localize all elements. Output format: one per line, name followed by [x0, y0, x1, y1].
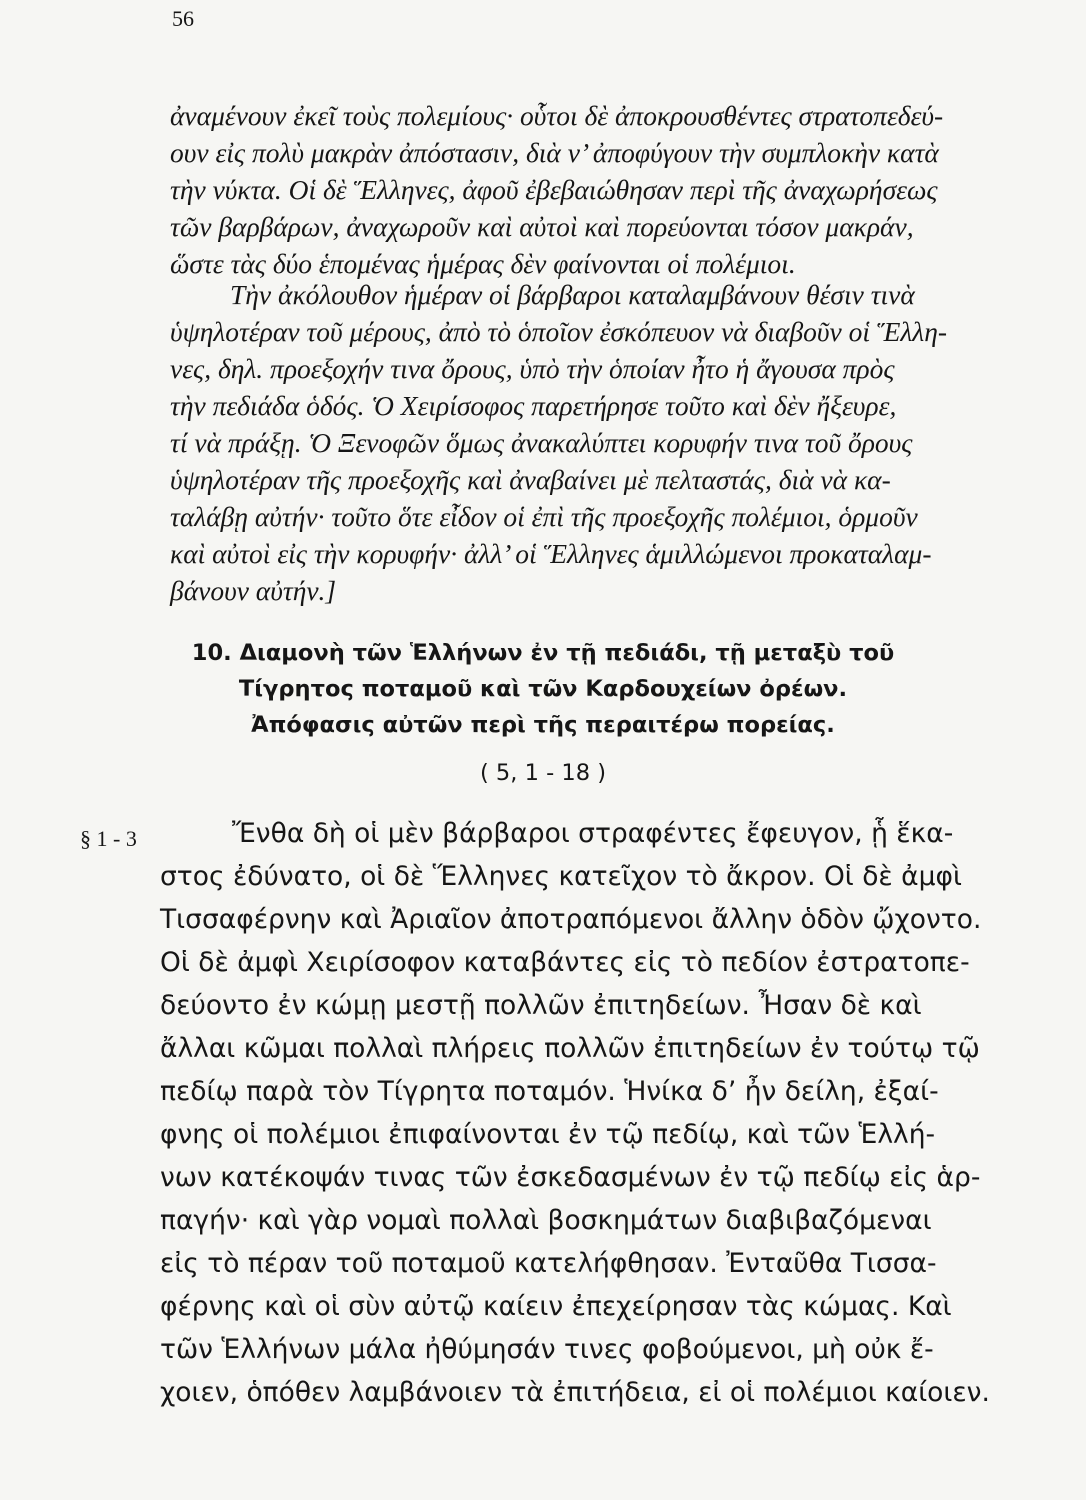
body-line: παγήν· καὶ γὰρ νομαὶ πολλαὶ βοσκημάτων διαβιβαζόμεναι [160, 1205, 932, 1236]
summary-line: ὥστε τὰς δύο ἑπομένας ἡμέρας δὲν φαίνονται οἱ πολέμιοι. [170, 248, 796, 279]
summary-line: ταλάβῃ αὐτήν· τοῦτο ὅτε εἶδον οἱ ἐπὶ τῆς προεξοχῆς πολέμιοι, ὁρμοῦν [170, 501, 918, 532]
body-line: Οἱ δὲ ἀμφὶ Χειρίσοφον καταβάντες εἰς τὸ πεδίον ἐστρατοπε- [160, 947, 970, 978]
section-heading-line: 10. Διαμονὴ τῶν Ἑλλήνων ἐν τῇ πεδιάδι, τῇ μεταξὺ τοῦ [191, 640, 895, 666]
body-line: στος ἐδύνατο, οἱ δὲ Ἕλληνες κατεῖχον τὸ ἄκρον. Οἱ δὲ ἀμφὶ [160, 861, 962, 892]
body-line: χοιεν, ὁπόθεν λαμβάνοιεν τὰ ἐπιτήδεια, εἰ οἱ πολέμιοι καίοιεν. [160, 1377, 990, 1408]
page-number: 56 [172, 6, 194, 31]
margin-reference: § 1 - 3 [80, 826, 137, 851]
summary-line: ουν εἰς πολὺ μακρὰν ἀπόστασιν, διὰ ν’ ἀποφύγουν τὴν συμπλοκὴν κατὰ [170, 137, 939, 168]
summary-line: ἀναμένουν ἐκεῖ τοὺς πολεμίους· οὗτοι δὲ ἀποκρουσθέντες στρατοπεδεύ- [170, 100, 944, 131]
section-heading-line: Ἀπόφασις αὐτῶν περὶ τῆς περαιτέρω πορείας. [251, 712, 835, 738]
summary-line: τὴν πεδιάδα ὁδός. Ὁ Χειρίσοφος παρετήρησε τοῦτο καὶ δὲν ἤξευρε, [170, 390, 897, 421]
body-line: φέρνης καὶ οἱ σὺν αὐτῷ καίειν ἐπεχείρησαν τὰς κώμας. Καὶ [160, 1291, 952, 1322]
summary-line: τὴν νύκτα. Οἱ δὲ Ἕλληνες, ἀφοῦ ἐβεβαιώθησαν περὶ τῆς ἀναχωρήσεως [170, 174, 938, 205]
body-line: τῶν Ἑλλήνων μάλα ἠθύμησάν τινες φοβούμενοι, μὴ οὐκ ἔ- [160, 1334, 934, 1365]
body-line: Ἔνθα δὴ οἱ μὲν βάρβαροι στραφέντες ἔφευγον, ᾗ ἕκα- [232, 818, 954, 849]
summary-line: καὶ αὐτοὶ εἰς τὴν κορυφήν· ἀλλ’ οἱ Ἕλληνες ἁμιλλώμενοι προκαταλαμ- [170, 538, 932, 569]
summary-line: τί νὰ πράξῃ. Ὁ Ξενοφῶν ὅμως ἀνακαλύπτει κορυφήν τινα τοῦ ὄρους [170, 427, 913, 458]
body-line: δεύοντο ἐν κώμῃ μεστῇ πολλῶν ἐπιτηδείων. Ἦσαν δὲ καὶ [160, 990, 922, 1021]
body-line: νων κατέκοψάν τινας τῶν ἐσκεδασμένων ἐν τῷ πεδίῳ εἰς ἁρ- [160, 1162, 981, 1193]
section-heading-line: Τίγρητος ποταμοῦ καὶ τῶν Καρδουχείων ὀρέων. [238, 676, 848, 702]
body-line: ἄλλαι κῶμαι πολλαὶ πλήρεις πολλῶν ἐπιτηδείων ἐν τούτῳ τῷ [160, 1033, 980, 1064]
body-line: Τισσαφέρνην καὶ Ἀριαῖον ἀποτραπόμενοι ἄλλην ὁδὸν ᾤχοντο. [160, 904, 982, 935]
body-line: εἰς τὸ πέραν τοῦ ποταμοῦ κατελήφθησαν. Ἐνταῦθα Τισσα- [160, 1248, 937, 1279]
summary-line: ὑψηλοτέραν τῆς προεξοχῆς καὶ ἀναβαίνει μὲ πελταστάς, διὰ νὰ κα- [170, 464, 891, 495]
section-reference: ( 5, 1 - 18 ) [479, 760, 607, 786]
summary-line: βάνουν αὐτήν.] [170, 575, 337, 606]
summary-line: νες, δηλ. προεξοχήν τινα ὄρους, ὑπὸ τὴν ὁποίαν ἦτο ἡ ἄγουσα πρὸς [170, 353, 895, 384]
summary-line: Τὴν ἀκόλουθον ἡμέραν οἱ βάρβαροι καταλαμβάνουν θέσιν τινὰ [230, 279, 915, 310]
summary-line: ὑψηλοτέραν τοῦ μέρους, ἀπὸ τὸ ὁποῖον ἐσκόπευον νὰ διαβοῦν οἱ Ἕλλη- [170, 316, 947, 347]
body-line: πεδίῳ παρὰ τὸν Τίγρητα ποταμόν. Ἡνίκα δ’ ἦν δείλη, ἐξαί- [160, 1076, 939, 1107]
summary-line: τῶν βαρβάρων, ἀναχωροῦν καὶ αὐτοὶ καὶ πορεύονται τόσον μακράν, [170, 211, 914, 242]
body-line: φνης οἱ πολέμιοι ἐπιφαίνονται ἐν τῷ πεδίῳ, καὶ τῶν Ἑλλή- [160, 1119, 936, 1150]
